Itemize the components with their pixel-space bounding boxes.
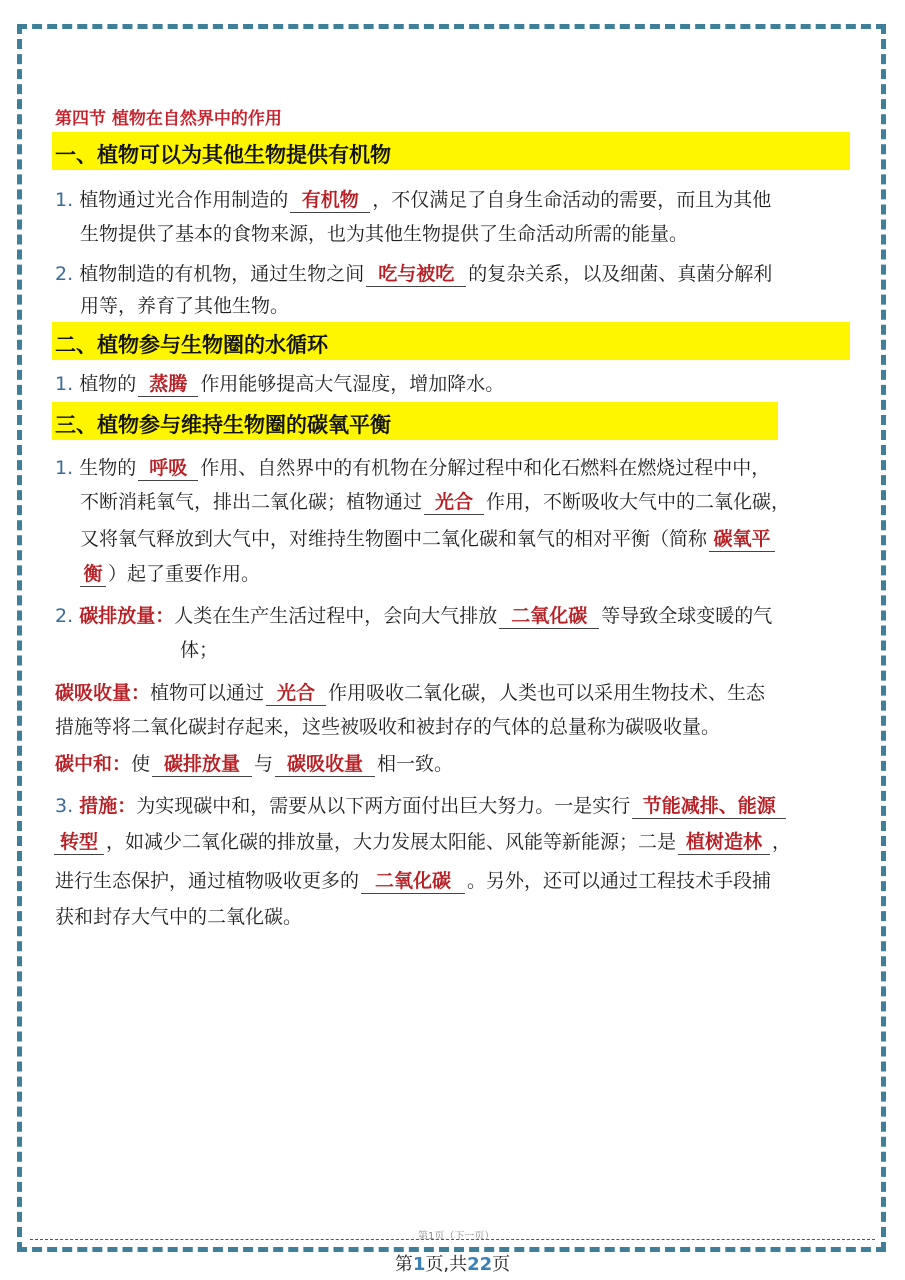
answer-blank: 碳氧平: [709, 527, 775, 552]
answer-blank: 碳排放量: [152, 752, 252, 777]
p4-line4: 衡 ）起了重要作用。: [78, 562, 260, 587]
heading-1-text: 一、植物可以为其他生物提供有机物: [55, 143, 391, 167]
answer-blank: 二氧化碳: [499, 604, 599, 629]
heading-3: [52, 402, 778, 440]
p5-line2: 体；: [180, 639, 219, 661]
p4-line3: 又将氧气释放到大气中，对维持生物圈中二氧化碳和氧气的相对平衡（简称 碳氧平: [80, 527, 777, 552]
p4-line2: 不断消耗氧气，排出二氧化碳；植物通过 光合 作用，不断吸收大气中的二氧化碳，: [80, 491, 791, 513]
page-indicator: 第1页,共22页: [394, 1254, 511, 1275]
p3-line1: 1. 植物的 蒸腾 作用能够提高大气湿度，增加降水。: [55, 373, 505, 395]
section-title: 第四节 植物在自然界中的作用: [55, 109, 282, 129]
heading-3-text: 三、植物参与维持生物圈的碳氧平衡: [55, 413, 391, 437]
p1-line2: 生物提供了基本的食物来源，也为其他生物提供了生命活动所需的能量。: [80, 223, 689, 245]
p8-line2: 转型 ，如减少二氧化碳的排放量，大力发展太阳能、风能等新能源；二是 植树造林 ，: [52, 830, 791, 855]
heading-2: [52, 322, 850, 360]
p2-line1: 2. 植物制造的有机物，通过生物之间 吃与被吃 的复杂关系，以及细菌、真菌分解利: [55, 263, 773, 285]
answer-blank: 光合: [424, 490, 484, 515]
heading-2-text: 二、植物参与生物圈的水循环: [55, 333, 328, 357]
p1-line1: 1. 植物通过光合作用制造的 有机物 ，不仅满足了自身生命活动的需要，而且为其他: [55, 189, 772, 211]
p2-line2: 用等，养育了其他生物。: [80, 295, 290, 317]
answer-blank: 节能减排、能源: [632, 794, 786, 819]
answer-blank: 吃与被吃: [366, 262, 466, 287]
heading-1: [52, 132, 850, 170]
answer-blank: 光合: [266, 681, 326, 706]
answer-blank: 呼吸: [138, 456, 198, 481]
footer-divider: [30, 1239, 875, 1240]
p6-line2: 措施等将二氧化碳封存起来，这些被吸收和被封存的气体的总量称为碳吸收量。: [55, 716, 721, 738]
p6-line1: 碳吸收量：植物可以通过 光合 作用吸收二氧化碳，人类也可以采用生物技术、生态: [55, 682, 766, 704]
p8-line4: 获和封存大气中的二氧化碳。: [55, 906, 303, 928]
p7-line1: 碳中和：使 碳排放量 与 碳吸收量 相一致。: [55, 753, 454, 775]
p8-line3: 进行生态保护，通过植物吸收更多的 二氧化碳 。另外，还可以通过工程技术手段捕: [55, 870, 772, 892]
answer-blank: 有机物: [290, 188, 370, 213]
answer-blank: 蒸腾: [138, 372, 198, 397]
p8-line1: 3. 措施：为实现碳中和，需要从以下两方面付出巨大努力。一是实行 节能减排、能源: [55, 794, 788, 819]
p4-line1: 1. 生物的 呼吸 作用、自然界中的有机物在分解过程中和化石燃料在燃烧过程中中，: [55, 457, 771, 479]
answer-blank: 碳吸收量: [275, 752, 375, 777]
total-pages: 22: [467, 1254, 493, 1275]
footer-caption: 第1页（下一页）: [418, 1231, 495, 1242]
answer-blank: 转型: [54, 830, 104, 855]
current-page: 1: [412, 1254, 426, 1275]
answer-blank: 植树造林: [678, 830, 770, 855]
answer-blank: 二氧化碳: [361, 869, 465, 894]
answer-blank: 衡: [80, 562, 106, 587]
p5-line1: 2. 碳排放量：人类在生产生活过程中，会向大气排放 二氧化碳 等导致全球变暖的气: [55, 605, 773, 627]
